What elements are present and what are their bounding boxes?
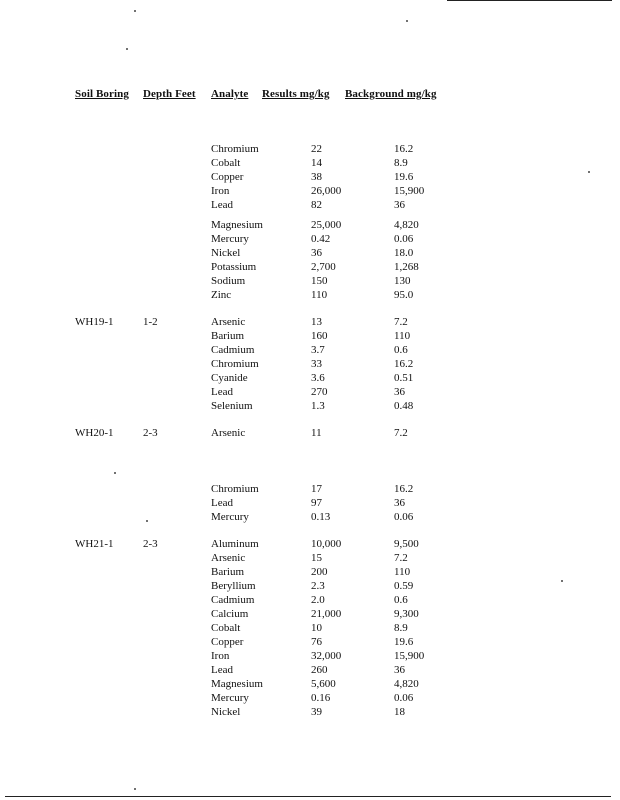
cell-background: 16.2 bbox=[394, 143, 414, 155]
cell-depth: 1-2 bbox=[143, 316, 158, 328]
cell-analyte: Cobalt bbox=[211, 622, 241, 634]
scan-speck bbox=[146, 520, 148, 522]
cell-analyte: Nickel bbox=[211, 247, 241, 259]
cell-result: 1.3 bbox=[311, 400, 325, 412]
cell-analyte: Mercury bbox=[211, 233, 249, 245]
table-row bbox=[0, 184, 620, 198]
table-row bbox=[0, 399, 620, 413]
table-row bbox=[0, 288, 620, 302]
cell-boring: WH21-1 bbox=[75, 538, 114, 550]
cell-background: 95.0 bbox=[394, 289, 414, 301]
cell-result: 5,600 bbox=[311, 678, 336, 690]
cell-depth: 2-3 bbox=[143, 427, 158, 439]
cell-background: 110 bbox=[394, 566, 411, 578]
cell-result: 15 bbox=[311, 552, 322, 564]
cell-result: 33 bbox=[311, 358, 322, 370]
cell-analyte: Beryllium bbox=[211, 580, 256, 592]
header-results: Results mg/kg bbox=[262, 88, 330, 100]
table-row bbox=[0, 385, 620, 399]
scan-speck bbox=[561, 580, 563, 582]
cell-background: 16.2 bbox=[394, 483, 414, 495]
cell-result: 3.6 bbox=[311, 372, 325, 384]
cell-analyte: Iron bbox=[211, 650, 230, 662]
cell-background: 19.6 bbox=[394, 171, 414, 183]
cell-analyte: Lead bbox=[211, 199, 233, 211]
cell-background: 110 bbox=[394, 330, 411, 342]
cell-analyte: Lead bbox=[211, 386, 233, 398]
cell-background: 19.6 bbox=[394, 636, 414, 648]
bottom-rule bbox=[5, 796, 611, 797]
table-row bbox=[0, 315, 620, 329]
cell-result: 0.13 bbox=[311, 511, 331, 523]
cell-result: 39 bbox=[311, 706, 322, 718]
table-row bbox=[0, 329, 620, 343]
scan-speck bbox=[406, 20, 408, 22]
cell-background: 4,820 bbox=[394, 219, 419, 231]
cell-analyte: Aluminum bbox=[211, 538, 259, 550]
cell-background: 18.0 bbox=[394, 247, 414, 259]
cell-result: 150 bbox=[311, 275, 328, 287]
table-row bbox=[0, 649, 620, 663]
cell-analyte: Cadmium bbox=[211, 594, 255, 606]
cell-analyte: Chromium bbox=[211, 483, 259, 495]
table-row bbox=[0, 260, 620, 274]
cell-result: 36 bbox=[311, 247, 322, 259]
cell-background: 18 bbox=[394, 706, 405, 718]
cell-result: 76 bbox=[311, 636, 322, 648]
cell-background: 1,268 bbox=[394, 261, 419, 273]
cell-result: 82 bbox=[311, 199, 322, 211]
cell-boring: WH20-1 bbox=[75, 427, 114, 439]
cell-analyte: Copper bbox=[211, 171, 244, 183]
cell-analyte: Chromium bbox=[211, 358, 259, 370]
cell-analyte: Iron bbox=[211, 185, 230, 197]
table-row bbox=[0, 218, 620, 232]
cell-result: 0.16 bbox=[311, 692, 331, 704]
cell-analyte: Lead bbox=[211, 664, 233, 676]
table-row bbox=[0, 621, 620, 635]
cell-result: 2,700 bbox=[311, 261, 336, 273]
table-row bbox=[0, 565, 620, 579]
cell-analyte: Copper bbox=[211, 636, 244, 648]
table-row bbox=[0, 371, 620, 385]
cell-analyte: Selenium bbox=[211, 400, 253, 412]
cell-background: 0.48 bbox=[394, 400, 414, 412]
cell-result: 32,000 bbox=[311, 650, 342, 662]
cell-background: 0.06 bbox=[394, 233, 414, 245]
cell-result: 2.0 bbox=[311, 594, 325, 606]
cell-result: 0.42 bbox=[311, 233, 331, 245]
table-row bbox=[0, 357, 620, 371]
cell-background: 130 bbox=[394, 275, 411, 287]
table-row bbox=[0, 246, 620, 260]
scan-speck bbox=[126, 48, 128, 50]
table-row bbox=[0, 663, 620, 677]
cell-background: 16.2 bbox=[394, 358, 414, 370]
cell-result: 10 bbox=[311, 622, 322, 634]
cell-result: 260 bbox=[311, 664, 328, 676]
table-row bbox=[0, 142, 620, 156]
table-row bbox=[0, 510, 620, 524]
cell-analyte: Magnesium bbox=[211, 678, 263, 690]
cell-result: 38 bbox=[311, 171, 322, 183]
cell-result: 160 bbox=[311, 330, 328, 342]
header-background: Background mg/kg bbox=[345, 88, 437, 100]
header-analyte: Analyte bbox=[211, 88, 249, 100]
table-row bbox=[0, 579, 620, 593]
cell-background: 8.9 bbox=[394, 622, 408, 634]
cell-depth: 2-3 bbox=[143, 538, 158, 550]
cell-result: 10,000 bbox=[311, 538, 342, 550]
table-row bbox=[0, 198, 620, 212]
cell-background: 7.2 bbox=[394, 427, 408, 439]
cell-result: 11 bbox=[311, 427, 322, 439]
cell-result: 13 bbox=[311, 316, 322, 328]
cell-background: 36 bbox=[394, 664, 405, 676]
cell-result: 17 bbox=[311, 483, 322, 495]
cell-result: 2.3 bbox=[311, 580, 325, 592]
table-row bbox=[0, 496, 620, 510]
header-depth-feet: Depth Feet bbox=[143, 88, 196, 100]
cell-analyte: Chromium bbox=[211, 143, 259, 155]
cell-result: 270 bbox=[311, 386, 328, 398]
cell-analyte: Arsenic bbox=[211, 427, 246, 439]
cell-background: 0.59 bbox=[394, 580, 414, 592]
cell-result: 14 bbox=[311, 157, 322, 169]
table-row bbox=[0, 635, 620, 649]
cell-background: 15,900 bbox=[394, 650, 425, 662]
table-row bbox=[0, 482, 620, 496]
cell-background: 8.9 bbox=[394, 157, 408, 169]
cell-background: 36 bbox=[394, 497, 405, 509]
cell-analyte: Cyanide bbox=[211, 372, 248, 384]
cell-analyte: Barium bbox=[211, 566, 244, 578]
cell-analyte: Zinc bbox=[211, 289, 232, 301]
cell-analyte: Nickel bbox=[211, 706, 241, 718]
cell-result: 97 bbox=[311, 497, 322, 509]
scan-speck bbox=[588, 171, 590, 173]
cell-analyte: Mercury bbox=[211, 692, 249, 704]
cell-background: 0.51 bbox=[394, 372, 414, 384]
cell-analyte: Arsenic bbox=[211, 552, 246, 564]
cell-background: 36 bbox=[394, 199, 405, 211]
cell-result: 3.7 bbox=[311, 344, 325, 356]
scan-speck bbox=[134, 10, 136, 12]
cell-background: 0.6 bbox=[394, 344, 408, 356]
header-soil-boring: Soil Boring bbox=[75, 88, 129, 100]
cell-background: 7.2 bbox=[394, 316, 408, 328]
table-row bbox=[0, 551, 620, 565]
table-row bbox=[0, 426, 620, 440]
cell-result: 21,000 bbox=[311, 608, 342, 620]
cell-background: 4,820 bbox=[394, 678, 419, 690]
top-rule bbox=[447, 0, 612, 1]
cell-background: 0.6 bbox=[394, 594, 408, 606]
scan-speck bbox=[134, 788, 136, 790]
cell-result: 25,000 bbox=[311, 219, 342, 231]
cell-analyte: Potassium bbox=[211, 261, 257, 273]
scan-speck bbox=[114, 472, 116, 474]
cell-analyte: Sodium bbox=[211, 275, 246, 287]
cell-result: 22 bbox=[311, 143, 322, 155]
table-row bbox=[0, 593, 620, 607]
table-row bbox=[0, 705, 620, 719]
table-row bbox=[0, 156, 620, 170]
cell-background: 36 bbox=[394, 386, 405, 398]
cell-analyte: Magnesium bbox=[211, 219, 263, 231]
cell-analyte: Mercury bbox=[211, 511, 249, 523]
cell-background: 9,500 bbox=[394, 538, 419, 550]
cell-analyte: Cobalt bbox=[211, 157, 241, 169]
cell-analyte: Arsenic bbox=[211, 316, 246, 328]
cell-analyte: Barium bbox=[211, 330, 244, 342]
table-row bbox=[0, 607, 620, 621]
cell-background: 7.2 bbox=[394, 552, 408, 564]
cell-background: 15,900 bbox=[394, 185, 425, 197]
cell-analyte: Calcium bbox=[211, 608, 249, 620]
cell-analyte: Cadmium bbox=[211, 344, 255, 356]
cell-background: 0.06 bbox=[394, 692, 414, 704]
table-row bbox=[0, 677, 620, 691]
table-row bbox=[0, 170, 620, 184]
table-row bbox=[0, 343, 620, 357]
cell-result: 26,000 bbox=[311, 185, 342, 197]
table-row bbox=[0, 691, 620, 705]
cell-background: 0.06 bbox=[394, 511, 414, 523]
cell-result: 200 bbox=[311, 566, 328, 578]
table-row bbox=[0, 537, 620, 551]
cell-result: 110 bbox=[311, 289, 328, 301]
cell-boring: WH19-1 bbox=[75, 316, 114, 328]
cell-analyte: Lead bbox=[211, 497, 233, 509]
table-row bbox=[0, 232, 620, 246]
cell-background: 9,300 bbox=[394, 608, 419, 620]
table-row bbox=[0, 274, 620, 288]
